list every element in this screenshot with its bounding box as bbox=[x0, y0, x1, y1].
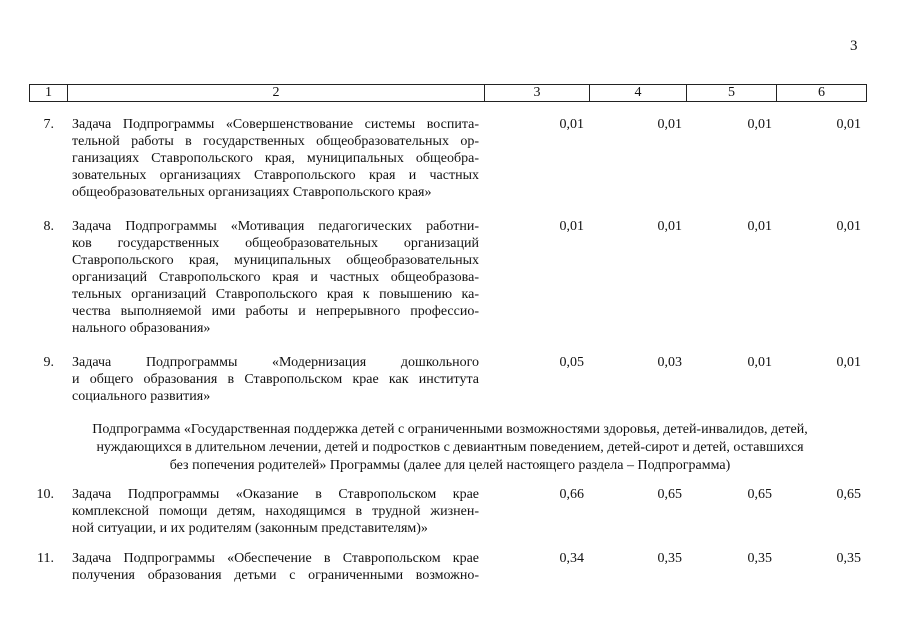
row-description bbox=[72, 116, 479, 201]
column-header-5: 5 bbox=[687, 85, 777, 102]
subprogram-heading-line: Подпрограмма «Государственная поддержка детей с ограниченными возможностями здоровья, детей-инвалидов, детей, bbox=[92, 422, 808, 437]
value-col-5: 0,35 bbox=[747, 551, 772, 566]
description-line: получения образования детьми с ограниченными возможно- bbox=[72, 568, 479, 583]
description-line: общеобразовательных организациях Ставропольского края» bbox=[72, 185, 432, 200]
value-col-6: 0,65 bbox=[836, 487, 861, 502]
row-number: 10. bbox=[36, 487, 54, 502]
value-col-6: 0,01 bbox=[836, 355, 861, 370]
description-line: Задача Подпрограммы «Оказание в Ставропольском крае bbox=[72, 487, 479, 502]
subprogram-heading-line: нуждающихся в длительном лечении, детей и подростков с девиантным поведением, детей-сирот и детей, оставшихся bbox=[96, 440, 804, 455]
subprogram-heading-line: без попечения родителей» Программы (далее для целей настоящего раздела – Подпрограмма) bbox=[169, 458, 731, 473]
column-header-1: 1 bbox=[30, 85, 68, 102]
description-line: ков государственных общеобразовательных организаций bbox=[72, 236, 479, 251]
description-line: зовательных организациях Ставропольского края и частных bbox=[72, 168, 479, 183]
row-description bbox=[72, 354, 479, 405]
description-line: чества выполняемой ими работы и непрерывного профессио- bbox=[72, 304, 479, 319]
row-number: 7. bbox=[43, 117, 54, 132]
value-col-3: 0,01 bbox=[559, 117, 584, 132]
description-line: Ставропольского края, муниципальных общеобразовательных bbox=[72, 253, 479, 268]
page-number: 3 bbox=[850, 38, 858, 54]
description-line: социального развития» bbox=[72, 389, 211, 404]
value-col-5: 0,65 bbox=[747, 487, 772, 502]
row-description bbox=[72, 550, 479, 584]
value-col-3: 0,66 bbox=[559, 487, 584, 502]
row-description bbox=[72, 218, 479, 337]
value-col-4: 0,65 bbox=[657, 487, 682, 502]
column-header-table bbox=[29, 84, 867, 102]
value-col-6: 0,35 bbox=[836, 551, 861, 566]
value-col-3: 0,05 bbox=[559, 355, 584, 370]
value-col-4: 0,35 bbox=[657, 551, 682, 566]
subprogram-heading bbox=[40, 421, 860, 475]
description-line: организаций Ставропольского края и частных общеобразова- bbox=[72, 270, 479, 285]
value-col-4: 0,01 bbox=[657, 219, 682, 234]
description-line: ной ситуации, и их родителям (законным представителям)» bbox=[72, 521, 428, 536]
description-line: комплексной помощи детям, находящимся в трудной жизнен- bbox=[72, 504, 479, 519]
row-number: 11. bbox=[37, 551, 54, 566]
column-header-4: 4 bbox=[590, 85, 687, 102]
column-header-row bbox=[30, 85, 867, 102]
value-col-4: 0,03 bbox=[657, 355, 682, 370]
description-line: тельной работы в государственных общеобразовательных ор- bbox=[72, 134, 479, 149]
row-number: 9. bbox=[43, 355, 54, 370]
description-line: ганизациях Ставропольского края, муниципальных общеобра- bbox=[72, 151, 479, 166]
description-line: Задача Подпрограммы «Мотивация педагогических работни- bbox=[72, 219, 479, 234]
value-col-4: 0,01 bbox=[657, 117, 682, 132]
value-col-6: 0,01 bbox=[836, 117, 861, 132]
description-line: нального образования» bbox=[72, 321, 211, 336]
value-col-3: 0,01 bbox=[559, 219, 584, 234]
description-line: Задача Подпрограммы «Обеспечение в Ставропольском крае bbox=[72, 551, 479, 566]
row-number: 8. bbox=[43, 219, 54, 234]
description-line: Задача Подпрограммы «Совершенствование системы воспита- bbox=[72, 117, 479, 132]
description-line: тельных организаций Ставропольского края к повышению ка- bbox=[72, 287, 479, 302]
column-header-2: 2 bbox=[68, 85, 485, 102]
column-header-6: 6 bbox=[777, 85, 867, 102]
description-line: и общего образования в Ставропольском крае как института bbox=[72, 372, 479, 387]
value-col-5: 0,01 bbox=[747, 219, 772, 234]
description-line: Задача Подпрограммы «Модернизация дошкольного bbox=[72, 355, 479, 370]
value-col-5: 0,01 bbox=[747, 355, 772, 370]
row-description bbox=[72, 486, 479, 537]
value-col-3: 0,34 bbox=[559, 551, 584, 566]
column-header-3: 3 bbox=[485, 85, 590, 102]
value-col-5: 0,01 bbox=[747, 117, 772, 132]
value-col-6: 0,01 bbox=[836, 219, 861, 234]
